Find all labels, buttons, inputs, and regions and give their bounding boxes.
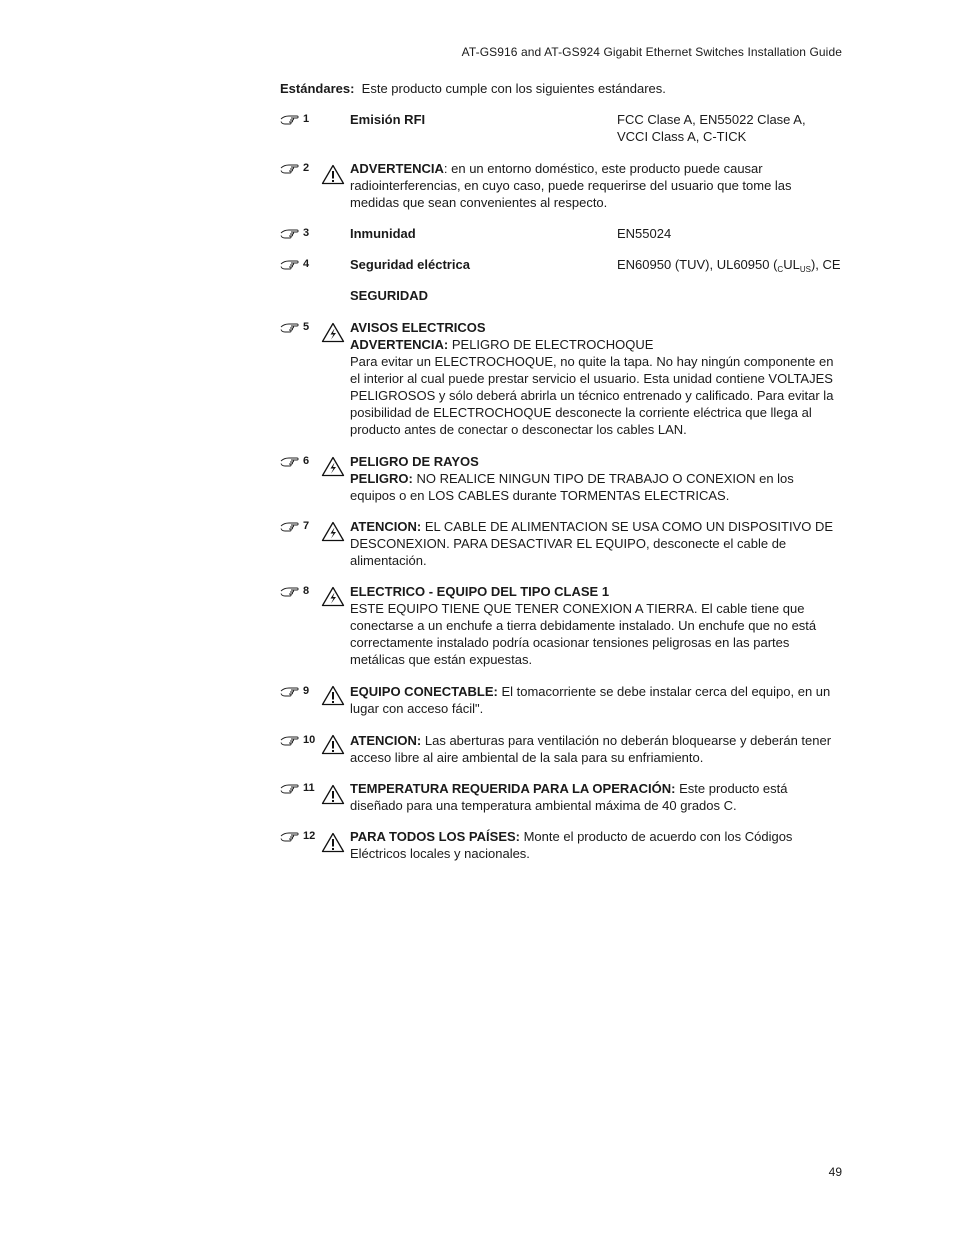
warning-text	[350, 453, 842, 504]
warning-body: EL CABLE DE ALIMENTACION SE USA COMO UN DISPOSITIVO DE DESCONEXION. PARA DESACTIVAR EL EQUIPO, desconecte el cable de alimentación.	[350, 519, 834, 568]
pointing-hand-icon	[280, 226, 300, 239]
warning-item-7	[280, 518, 842, 569]
warning-item-11	[280, 780, 842, 814]
warning-sub-text: PELIGRO DE ELECTROCHOQUE	[448, 337, 654, 352]
warning-sub-label: PELIGRO:	[350, 471, 413, 486]
item-number: 2	[303, 162, 310, 174]
warning-body: Este producto está diseñado para una temperatura ambiental máxima de 40 grados C.	[350, 781, 788, 813]
standard-item-4	[280, 256, 842, 273]
item-number: 3	[303, 227, 310, 239]
pointing-hand-icon	[280, 829, 300, 842]
item-number: 10	[303, 734, 316, 746]
warning-body: Para evitar un ELECTROCHOQUE, no quite la tapa. No hay ningún componente en el interior al cual puede prestar servicio el usuario. Esta unidad contiene VOLTAJES PELIGROSOS y sólo deberá abrirla un técnico entrenado y calificado. Para evitar la posibilidad de ELECTROCHOQUE desconecte la corriente eléctrica que llega al producto antes de conectar o desconectar los cables LAN.	[350, 354, 834, 437]
warning-title: ATENCION:	[350, 519, 422, 534]
warning-triangle-icon	[321, 685, 345, 706]
warning-subline	[350, 336, 842, 353]
pointing-hand-icon	[280, 584, 300, 597]
item-number: 9	[303, 685, 310, 697]
pointing-hand-icon	[280, 320, 300, 333]
electric-shock-warning-icon	[321, 521, 345, 542]
standard-label: Inmunidad	[350, 226, 416, 241]
warning-text	[350, 319, 842, 438]
warning-text	[350, 828, 842, 862]
warning-item-10	[280, 732, 842, 766]
warning-triangle-icon	[321, 832, 345, 853]
value-subscript: US	[799, 265, 811, 274]
item-number: 5	[303, 321, 310, 333]
warning-title: ELECTRICO - EQUIPO DEL TIPO CLASE 1	[350, 584, 610, 599]
item-number: 6	[303, 455, 310, 467]
warning-body: Monte el producto de acuerdo con los Códigos Eléctricos locales y nacionales.	[350, 829, 793, 861]
item-number: 7	[303, 520, 310, 532]
standard-value	[617, 256, 847, 273]
warning-text	[350, 683, 842, 717]
warning-body: El tomacorriente se debe instalar cerca del equipo, en un lugar con acceso fácil".	[350, 684, 831, 716]
value-text: EN60950 (TUV), UL60950 (	[617, 257, 778, 272]
electric-shock-warning-icon	[321, 322, 345, 343]
warning-subline	[350, 470, 842, 504]
pointing-hand-icon	[280, 161, 300, 174]
warning-item-6	[280, 453, 842, 504]
warning-title: PARA TODOS LOS PAÍSES:	[350, 829, 520, 844]
warning-item-8	[280, 583, 842, 668]
standard-item-3	[280, 225, 842, 242]
standard-item-1	[280, 111, 842, 145]
running-header: AT-GS916 and AT-GS924 Gigabit Ethernet Switches Installation Guide	[461, 45, 842, 59]
warning-text	[350, 732, 842, 766]
warning-item-12	[280, 828, 842, 862]
pointing-hand-icon	[280, 781, 300, 794]
item-number: 4	[303, 258, 310, 270]
item-number: 1	[303, 113, 310, 125]
standards-text: Este producto cumple con los siguientes estándares.	[361, 81, 666, 96]
standard-label: Seguridad eléctrica	[350, 257, 470, 272]
warning-title: EQUIPO CONECTABLE:	[350, 684, 498, 699]
warning-text	[350, 518, 842, 569]
pointing-hand-icon	[280, 684, 300, 697]
value-subscript: C	[777, 265, 784, 274]
pointing-hand-icon	[280, 733, 300, 746]
warning-title: PELIGRO DE RAYOS	[350, 454, 479, 469]
warning-body: : en un entorno doméstico, este producto puede causar radiointerferencias, en cuyo caso, puede requerirse del usuario que tome las medidas que sean convenientes al respecto.	[350, 161, 792, 210]
standard-label: Emisión RFI	[350, 112, 426, 127]
standard-value	[617, 111, 847, 145]
page-number: 49	[828, 1165, 842, 1179]
warning-title: TEMPERATURA REQUERIDA PARA LA OPERACIÓN:	[350, 781, 676, 796]
pointing-hand-icon	[280, 257, 300, 270]
standards-intro	[280, 80, 840, 97]
electric-shock-warning-icon	[321, 456, 345, 477]
pointing-hand-icon	[280, 112, 300, 125]
section-heading-row	[280, 287, 842, 304]
value-text: UL	[783, 257, 800, 272]
pointing-hand-icon	[280, 519, 300, 532]
standard-value-line: VCCI Class A, C-TICK	[617, 129, 747, 144]
warning-title: AVISOS ELECTRICOS	[350, 320, 486, 335]
value-text: ), CE	[810, 257, 841, 272]
warning-text	[350, 160, 842, 211]
warning-title: ATENCION:	[350, 733, 422, 748]
section-heading: SEGURIDAD	[350, 288, 429, 303]
warning-triangle-icon	[321, 784, 345, 805]
warning-title: ADVERTENCIA	[350, 161, 444, 176]
item-number: 11	[303, 782, 315, 794]
item-number: 12	[303, 830, 316, 842]
warning-sub-text: NO REALICE NINGUN TIPO DE TRABAJO O CONEXION en los equipos o en LOS CABLES durante TORMENTAS ELECTRICAS.	[350, 471, 794, 503]
warning-sub-label: ADVERTENCIA:	[350, 337, 449, 352]
pointing-hand-icon	[280, 454, 300, 467]
warning-item-9	[280, 683, 842, 717]
warning-body: ESTE EQUIPO TIENE QUE TENER CONEXION A TIERRA. El cable tiene que conectarse a un enchufe a tierra debidamente instalado. Un enchufe que no está correctamente instalado podría ocasionar tensiones peligrosas en las partes metálicas que están expuestas.	[350, 601, 817, 667]
warning-triangle-icon	[321, 734, 345, 755]
standards-label: Estándares:	[280, 81, 355, 96]
item-number: 8	[303, 585, 310, 597]
warning-text	[350, 780, 842, 814]
warning-item-2	[280, 160, 842, 212]
warning-item-5	[280, 319, 842, 438]
standard-value-line: FCC Clase A, EN55022 Clase A,	[617, 112, 806, 127]
warning-body: Las aberturas para ventilación no deberán bloquearse y deberán tener acceso libre al aire ambiental de la sala para su enfriamiento.	[350, 733, 832, 765]
warning-triangle-icon	[321, 164, 345, 185]
standard-value: EN55024	[617, 226, 672, 241]
electric-shock-warning-icon	[321, 586, 345, 607]
warning-text	[350, 583, 842, 668]
